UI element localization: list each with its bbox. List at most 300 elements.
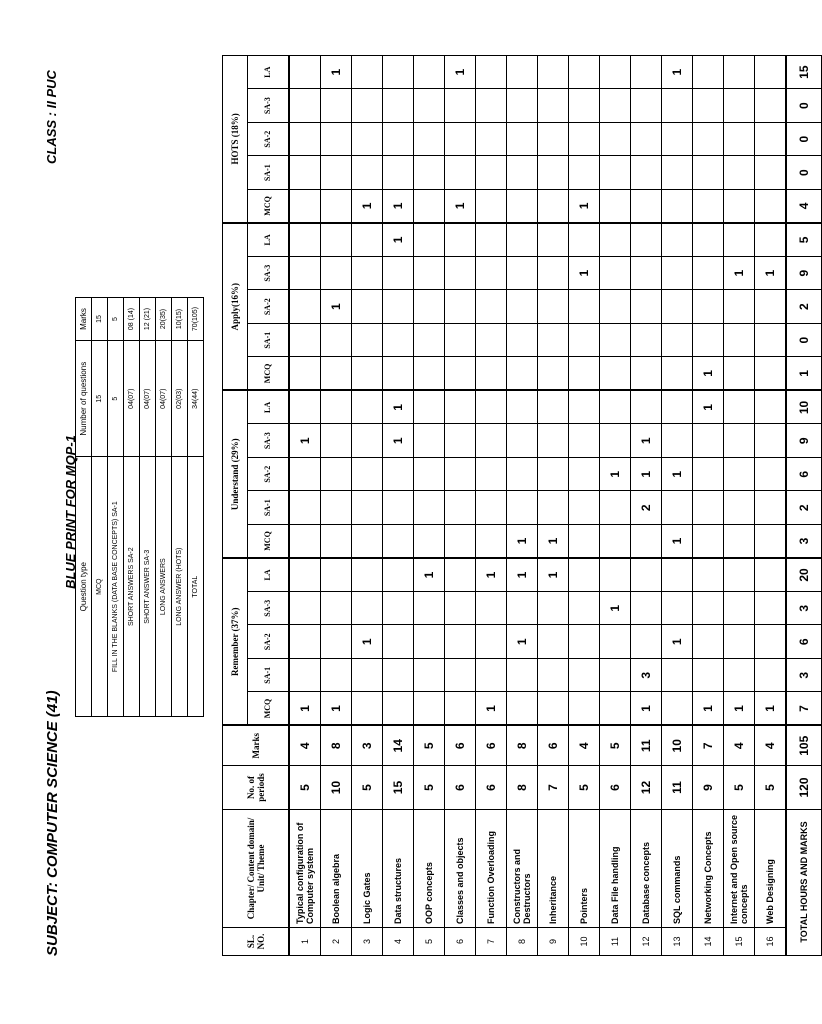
question-type-subheader: LA — [248, 55, 290, 89]
question-count-cell — [352, 424, 383, 458]
question-count-cell — [445, 592, 476, 626]
question-count-cell: 1 — [321, 55, 352, 89]
periods-cell: 5 — [352, 766, 383, 810]
question-count-cell: 1 — [631, 692, 662, 726]
question-count-cell — [445, 457, 476, 491]
chapter-name: Logic Gates — [352, 810, 383, 928]
question-type-row — [108, 298, 124, 717]
question-count-cell — [693, 156, 724, 190]
question-count-cell — [476, 357, 507, 391]
question-count: 04(07) — [124, 341, 140, 457]
question-count-cell: 1 — [662, 55, 693, 89]
marks-cell: 11 — [631, 726, 662, 766]
question-count-cell — [352, 357, 383, 391]
chapter-name: Inheritance — [538, 810, 569, 928]
periods-cell: 10 — [321, 766, 352, 810]
question-count-cell — [445, 692, 476, 726]
question-count-cell: 1 — [662, 625, 693, 659]
periods-cell: 15 — [383, 766, 414, 810]
question-count-cell: 1 — [600, 592, 631, 626]
total-count-cell: 0 — [786, 122, 822, 156]
question-count-cell — [352, 491, 383, 525]
question-count-cell: 1 — [507, 625, 538, 659]
question-count-cell — [445, 491, 476, 525]
chapter-row — [538, 55, 569, 955]
question-count-cell — [383, 692, 414, 726]
sl-no-cell: 1 — [289, 928, 321, 956]
question-count-cell: 1 — [507, 524, 538, 558]
question-count-cell — [631, 290, 662, 324]
question-count-cell — [631, 558, 662, 592]
chapter-row — [476, 55, 507, 955]
question-count-cell — [352, 558, 383, 592]
question-count-cell: 1 — [600, 457, 631, 491]
question-count-cell — [321, 156, 352, 190]
question-count-cell — [383, 659, 414, 693]
question-count-cell — [507, 122, 538, 156]
question-count-cell — [414, 592, 445, 626]
question-type-subheader: SA-3 — [248, 592, 290, 626]
sl-no-cell: 7 — [476, 928, 507, 956]
total-count-cell: 3 — [786, 659, 822, 693]
question-count-cell — [414, 357, 445, 391]
question-marks: 12 (21) — [140, 298, 156, 341]
question-count-cell — [289, 89, 321, 123]
periods-cell: 5 — [289, 766, 321, 810]
question-count-cell — [414, 692, 445, 726]
question-count-cell — [289, 592, 321, 626]
chapter-name: SQL commands — [662, 810, 693, 928]
question-count-cell: 1 — [352, 189, 383, 223]
chapter-name: Database concepts — [631, 810, 662, 928]
question-count-cell — [724, 189, 755, 223]
marks-cell: 10 — [662, 726, 693, 766]
question-count-cell — [476, 524, 507, 558]
question-count-cell — [755, 223, 787, 257]
question-type-subheader: SA-2 — [248, 457, 290, 491]
question-count-cell — [755, 558, 787, 592]
question-count-cell — [600, 156, 631, 190]
question-count-cell — [383, 357, 414, 391]
subject-heading: SUBJECT: COMPUTER SCIENCE (41) — [44, 690, 61, 956]
question-count-cell — [383, 491, 414, 525]
question-count-cell: 1 — [662, 524, 693, 558]
question-count-cell — [476, 659, 507, 693]
question-count-cell — [414, 390, 445, 424]
question-count-cell — [724, 357, 755, 391]
question-count-cell — [321, 424, 352, 458]
chapter-row — [445, 55, 476, 955]
total-count-cell: 3 — [786, 524, 822, 558]
marks-cell: 5 — [414, 726, 445, 766]
question-count-cell — [289, 223, 321, 257]
question-count-cell — [662, 323, 693, 357]
question-count-cell — [755, 357, 787, 391]
objective-group-header: HOTS (18%) — [223, 55, 248, 223]
question-type-name: FILL IN THE BLANKS (DATA BASE CONCEPTS) SA-1 — [108, 457, 124, 717]
question-count-cell — [538, 323, 569, 357]
question-count-cell — [755, 491, 787, 525]
marks-cell: 4 — [755, 726, 787, 766]
marks-cell: 6 — [476, 726, 507, 766]
question-count-cell: 1 — [383, 424, 414, 458]
sl-no-cell: 8 — [507, 928, 538, 956]
total-count-cell: 1 — [786, 357, 822, 391]
question-count-cell — [476, 189, 507, 223]
question-count-cell — [693, 524, 724, 558]
question-count-cell — [755, 659, 787, 693]
question-count-cell — [476, 223, 507, 257]
question-count-cell — [600, 524, 631, 558]
question-count-cell — [631, 357, 662, 391]
sl-no-cell: 9 — [538, 928, 569, 956]
question-count-cell — [755, 189, 787, 223]
question-count-cell — [507, 592, 538, 626]
question-count-cell — [755, 122, 787, 156]
question-count-cell — [507, 89, 538, 123]
class-label: CLASS : II PUC — [44, 70, 59, 164]
question-count-cell — [538, 659, 569, 693]
question-count-cell — [445, 659, 476, 693]
question-count: 04(07) — [140, 341, 156, 457]
question-type-row — [172, 298, 188, 717]
question-type-row — [156, 298, 172, 717]
marks-cell: 3 — [352, 726, 383, 766]
question-count-cell — [321, 491, 352, 525]
question-count-cell — [538, 390, 569, 424]
question-type-subheader: SA-2 — [248, 290, 290, 324]
question-count-cell — [414, 290, 445, 324]
question-count-cell — [631, 122, 662, 156]
question-type-subheader: MCQ — [248, 524, 290, 558]
question-count-cell — [662, 256, 693, 290]
question-type-subheader: MCQ — [248, 189, 290, 223]
periods-cell: 6 — [600, 766, 631, 810]
question-count: 02(03) — [172, 341, 188, 457]
question-count-cell — [569, 424, 600, 458]
question-count-cell — [662, 592, 693, 626]
question-count-cell — [289, 524, 321, 558]
question-count-cell: 1 — [507, 558, 538, 592]
question-marks: 20(35) — [156, 298, 172, 341]
question-count-cell — [662, 390, 693, 424]
question-count-cell: 1 — [445, 55, 476, 89]
chapter-header: Chapter/ Content domain/ Unit/ Theme — [223, 810, 290, 928]
question-count-cell — [476, 457, 507, 491]
question-count-cell — [445, 558, 476, 592]
question-count-cell: 1 — [383, 223, 414, 257]
question-count-cell: 1 — [352, 625, 383, 659]
question-count-cell — [631, 625, 662, 659]
question-count-cell — [755, 290, 787, 324]
chapter-row — [321, 55, 352, 955]
question-count-cell — [631, 223, 662, 257]
question-count-cell — [693, 89, 724, 123]
sl-no-cell: 11 — [600, 928, 631, 956]
question-count-cell — [445, 89, 476, 123]
total-count-cell: 0 — [786, 89, 822, 123]
question-type-subheader: LA — [248, 223, 290, 257]
question-type-subheader: SA-3 — [248, 89, 290, 123]
chapter-name: Typical configuration of Computer system — [289, 810, 321, 928]
sl-no-cell: 13 — [662, 928, 693, 956]
question-type-header-row — [76, 298, 92, 717]
question-type-column-header: Marks — [76, 298, 92, 341]
question-count-cell — [600, 692, 631, 726]
question-count-cell — [383, 558, 414, 592]
question-type-subheader: SA-3 — [248, 256, 290, 290]
total-marks: 105 — [786, 726, 822, 766]
question-type-subheader: LA — [248, 390, 290, 424]
question-count-cell: 1 — [383, 390, 414, 424]
question-count-cell — [631, 323, 662, 357]
question-count-cell — [321, 659, 352, 693]
question-count-cell — [724, 457, 755, 491]
question-count-cell — [352, 692, 383, 726]
question-count-cell — [507, 256, 538, 290]
question-count-cell — [755, 625, 787, 659]
question-count-cell — [476, 89, 507, 123]
chapter-row — [414, 55, 445, 955]
question-count-cell — [724, 122, 755, 156]
chapter-row — [507, 55, 538, 955]
question-count-cell — [724, 592, 755, 626]
question-count-cell — [693, 424, 724, 458]
question-count-cell — [383, 89, 414, 123]
question-count-cell — [445, 290, 476, 324]
question-count-cell — [724, 55, 755, 89]
question-count-cell — [662, 558, 693, 592]
question-type-subheader: SA-1 — [248, 491, 290, 525]
blueprint-table — [222, 55, 822, 956]
periods-cell: 5 — [414, 766, 445, 810]
question-count-cell — [445, 122, 476, 156]
question-count-cell — [321, 89, 352, 123]
question-count-cell — [321, 122, 352, 156]
question-count-cell — [693, 558, 724, 592]
question-count-cell — [600, 323, 631, 357]
question-total-label: TOTAL — [188, 457, 204, 717]
question-type-column-header: Question type — [76, 457, 92, 717]
question-count-cell — [476, 55, 507, 89]
question-count-cell — [538, 592, 569, 626]
question-count-cell: 1 — [538, 558, 569, 592]
objective-group-header: Apply(16%) — [223, 223, 248, 391]
question-count-cell — [414, 424, 445, 458]
sl-no-cell: 15 — [724, 928, 755, 956]
question-count-cell — [538, 424, 569, 458]
question-count-cell — [445, 390, 476, 424]
question-count-cell — [569, 625, 600, 659]
chapter-name: Internet and Open source concepts — [724, 810, 755, 928]
question-count-cell — [352, 524, 383, 558]
marks-cell: 5 — [600, 726, 631, 766]
question-total-marks: 70(105) — [188, 298, 204, 341]
total-row — [786, 55, 822, 955]
question-count-cell — [507, 290, 538, 324]
question-type-subheader: MCQ — [248, 357, 290, 391]
question-count-cell — [445, 424, 476, 458]
chapter-name: Pointers — [569, 810, 600, 928]
question-count-cell — [538, 89, 569, 123]
question-count-cell — [724, 290, 755, 324]
question-count-cell — [569, 390, 600, 424]
question-count: 04(07) — [156, 341, 172, 457]
question-count-cell: 1 — [569, 256, 600, 290]
question-count-cell — [631, 89, 662, 123]
question-count-cell — [445, 256, 476, 290]
question-count-cell — [662, 424, 693, 458]
total-count-cell: 10 — [786, 390, 822, 424]
question-count-cell — [321, 256, 352, 290]
objective-group-header: Remember (37%) — [223, 558, 248, 726]
total-count-cell: 2 — [786, 290, 822, 324]
question-count-cell — [414, 659, 445, 693]
sl-no-cell: 12 — [631, 928, 662, 956]
question-type-name: SHORT ANSWERS SA-2 — [124, 457, 140, 717]
question-count-cell: 1 — [321, 692, 352, 726]
chapter-row — [383, 55, 414, 955]
total-count-cell: 7 — [786, 692, 822, 726]
total-count-cell: 5 — [786, 223, 822, 257]
question-count-cell — [631, 592, 662, 626]
marks-cell: 14 — [383, 726, 414, 766]
periods-cell: 5 — [569, 766, 600, 810]
periods-cell: 5 — [724, 766, 755, 810]
question-count-cell — [662, 692, 693, 726]
question-count-cell — [445, 357, 476, 391]
question-count-cell — [724, 524, 755, 558]
question-marks: 5 — [108, 298, 124, 341]
total-count-cell: 9 — [786, 256, 822, 290]
question-count-cell: 1 — [631, 424, 662, 458]
question-type-row — [124, 298, 140, 717]
question-count-cell — [289, 290, 321, 324]
question-count-cell — [538, 491, 569, 525]
question-count-cell — [507, 692, 538, 726]
question-count-cell — [414, 89, 445, 123]
total-count-cell: 0 — [786, 156, 822, 190]
marks-cell: 6 — [445, 726, 476, 766]
question-count-cell — [289, 457, 321, 491]
question-count-cell: 1 — [321, 290, 352, 324]
question-count-cell — [352, 390, 383, 424]
question-count-cell: 1 — [662, 457, 693, 491]
marks-cell: 4 — [289, 726, 321, 766]
total-count-cell: 4 — [786, 189, 822, 223]
question-count-cell — [538, 55, 569, 89]
question-count-cell — [414, 55, 445, 89]
question-count-cell — [569, 692, 600, 726]
question-type-name: LONG ANSWERS — [156, 457, 172, 717]
question-count-cell — [755, 55, 787, 89]
question-count-cell: 1 — [724, 256, 755, 290]
question-count-cell — [693, 122, 724, 156]
question-count-cell: 1 — [755, 256, 787, 290]
question-count-cell — [724, 659, 755, 693]
question-count-cell — [383, 290, 414, 324]
question-count-cell — [289, 323, 321, 357]
question-count-cell — [693, 189, 724, 223]
question-count-cell — [352, 290, 383, 324]
periods-cell: 9 — [693, 766, 724, 810]
chapter-row — [569, 55, 600, 955]
question-count-cell — [414, 524, 445, 558]
question-count-cell — [321, 558, 352, 592]
sl-no-cell: 3 — [352, 928, 383, 956]
question-count-cell: 1 — [693, 357, 724, 391]
chapter-name: Constructors and Destructors — [507, 810, 538, 928]
chapter-name: Data structures — [383, 810, 414, 928]
question-count-cell — [352, 89, 383, 123]
question-count-cell: 1 — [383, 189, 414, 223]
question-count-cell — [414, 156, 445, 190]
question-count-cell — [631, 156, 662, 190]
question-count-cell — [600, 625, 631, 659]
question-marks: 08 (14) — [124, 298, 140, 341]
question-count-cell — [662, 122, 693, 156]
question-count-cell — [476, 390, 507, 424]
question-count-cell — [569, 223, 600, 257]
marks-cell: 4 — [724, 726, 755, 766]
question-count: 15 — [92, 341, 108, 457]
question-count-cell — [445, 524, 476, 558]
question-count-cell — [631, 55, 662, 89]
question-count-cell — [569, 457, 600, 491]
chapter-row — [724, 55, 755, 955]
question-count-cell — [693, 592, 724, 626]
question-type-total-row — [188, 298, 204, 717]
question-count-cell — [724, 89, 755, 123]
question-count-cell — [569, 592, 600, 626]
question-count-cell — [600, 256, 631, 290]
question-count-cell — [569, 55, 600, 89]
question-count-cell: 1 — [414, 558, 445, 592]
chapter-name: Boolean algebra — [321, 810, 352, 928]
chapter-name: Web Designing — [755, 810, 787, 928]
question-count-cell — [693, 55, 724, 89]
question-count-cell — [352, 659, 383, 693]
question-count-cell — [321, 625, 352, 659]
question-count-cell — [631, 256, 662, 290]
question-count-cell — [289, 55, 321, 89]
question-count-cell — [289, 625, 321, 659]
chapter-row — [662, 55, 693, 955]
question-count-cell — [538, 189, 569, 223]
question-count-cell — [414, 223, 445, 257]
question-count-cell — [569, 659, 600, 693]
question-count-cell — [755, 424, 787, 458]
sl-no-cell: 10 — [569, 928, 600, 956]
total-count-cell: 2 — [786, 491, 822, 525]
question-count-cell — [662, 189, 693, 223]
question-count-cell — [352, 122, 383, 156]
question-count-cell: 1 — [289, 424, 321, 458]
question-type-subheader: SA-1 — [248, 659, 290, 693]
question-count-cell — [476, 256, 507, 290]
question-count-cell — [321, 457, 352, 491]
question-count-cell — [755, 592, 787, 626]
question-count-cell — [724, 223, 755, 257]
question-total-count: 34(44) — [188, 341, 204, 457]
total-count-cell: 0 — [786, 323, 822, 357]
question-count-cell — [600, 122, 631, 156]
question-count-cell — [321, 223, 352, 257]
question-count-cell — [755, 156, 787, 190]
question-count-cell — [538, 625, 569, 659]
total-count-cell: 20 — [786, 558, 822, 592]
question-count-cell — [755, 390, 787, 424]
